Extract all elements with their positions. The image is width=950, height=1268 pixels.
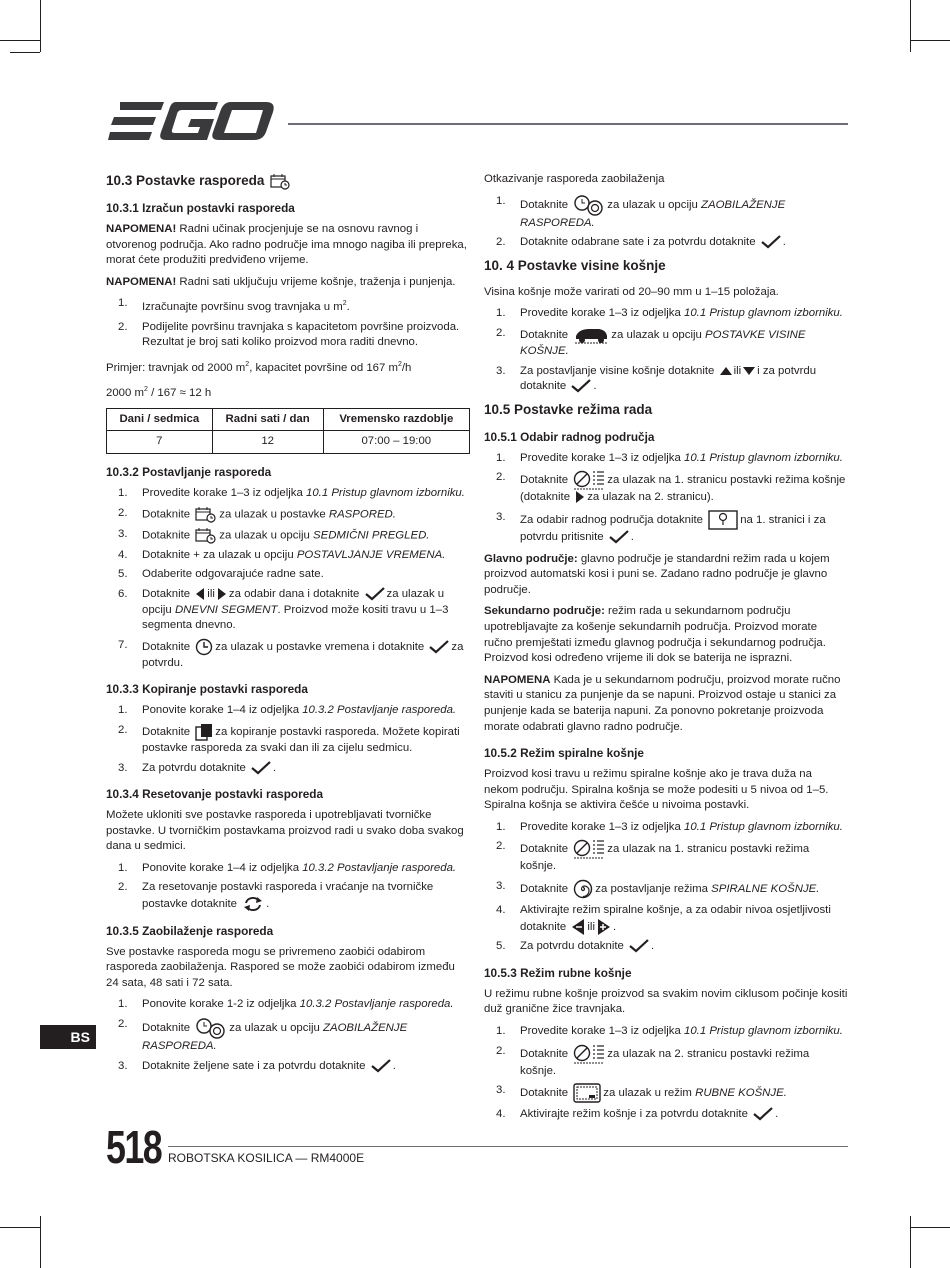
step-text: za postavljanje režima (595, 883, 712, 896)
step-text: za ulazak na 2. stranicu). (587, 491, 714, 504)
list-item (484, 451, 848, 467)
list-item: 5. Za potvrdu dotaknite . (484, 939, 848, 955)
list-item: 3. Za postavljanje visine košnje dotaknite ili i za potvrdu dotaknite . (496, 364, 817, 393)
copy-icon (195, 723, 213, 741)
check-icon (365, 587, 385, 601)
list-item (106, 527, 470, 544)
list-item (484, 326, 848, 360)
list-number: 1. (118, 486, 128, 499)
step-ref: RASPORED. (328, 508, 396, 521)
check-icon (753, 1107, 773, 1121)
steps-list (106, 861, 470, 913)
steps-list (106, 997, 470, 1074)
crop-mark (910, 1227, 950, 1228)
check-icon (629, 939, 649, 953)
crop-mark (910, 40, 950, 41)
cancel-override-title: Otkazivanje rasporeda zaobilaženja (484, 173, 665, 185)
list-number: 2. (118, 1018, 128, 1031)
paragraph: Visina košnje može varirati od 20–90 mm u 1–15 položaja. (484, 285, 779, 298)
section-10-5-2-title: 10.5.2 Režim spiralne košnje (484, 746, 644, 761)
schedule-table (106, 408, 470, 454)
list-item (106, 567, 470, 583)
section-10-5-1-title: 10.5.1 Odabir radnog područja (484, 429, 655, 444)
list-number: 3. (118, 1059, 128, 1072)
list-item: 1. Izračunajte površinu svog travnjaka u $m^2$. (118, 297, 350, 314)
arrow-right-icon (217, 588, 227, 600)
list-number: 1. (118, 704, 128, 717)
step-text: ili (733, 364, 742, 377)
calendar-clock-icon (195, 506, 217, 523)
list-item (106, 548, 470, 564)
step-ref: SPIRALNE KOŠNJE. (711, 883, 820, 896)
section-10-3-1-title: 10.3.1 Izračun postavki rasporeda (106, 201, 295, 215)
note-label: NAPOMENA! (106, 275, 177, 288)
list-number: 3. (496, 880, 506, 893)
calc-steps (106, 296, 470, 351)
list-item: 3. Za odabir radnog područja dotaknite na 1. stranici i za potvrdu pritisnite . (496, 510, 826, 543)
mode-settings-icon (573, 839, 605, 859)
term-text: režim rada u sekundarnom području upotrebljavajte za košenje sekundarnih područja. Proizvod morate ručno premještati između glavnog područja i sekundarnog područja. Proizvod kosi određeno vrijeme ili dok se baterija ne isprazni. (484, 605, 826, 665)
step-text: za kopiranje postavki rasporeda. Možete kopirati postavke rasporeda za svaki dan ili za cijelu sedmicu. (142, 725, 460, 754)
step-ref: POSTAVKE VISINE KOŠNJE. (520, 329, 806, 357)
check-icon (571, 379, 591, 393)
step-text: Izračunajte površinu svog travnjaka u m (142, 301, 343, 314)
step-text: za ulazak u opciju (611, 329, 706, 341)
step-text: ili (207, 587, 215, 600)
list-item (106, 1017, 470, 1055)
term-label: Glavno područje: (484, 552, 578, 565)
table-header: Radni sati / dan (212, 408, 323, 431)
step-text: Dotaknite (520, 1047, 569, 1060)
list-item (484, 879, 848, 899)
list-number: 1. (118, 998, 128, 1011)
list-number: 1. (118, 861, 128, 874)
example-text: 2000 m (106, 387, 144, 400)
section-10-4-title: 10. 4 Postavke visine košnje (484, 257, 666, 273)
calendar-clock-icon (195, 527, 217, 544)
steps-list (484, 1024, 848, 1123)
list-number: 3. (496, 1084, 506, 1097)
crop-mark (0, 40, 40, 41)
section-10-3-3-title: 10.3.3 Kopiranje postavki rasporeda (106, 682, 308, 697)
steps-list (484, 306, 848, 394)
example-text: Primjer: travnjak od 2000 m (106, 361, 246, 374)
step-text: Dotaknite (520, 1087, 569, 1100)
list-number: 5. (118, 568, 128, 581)
steps-list (106, 703, 470, 776)
step-ref: 10.3.2 Postavljanje rasporeda. (302, 861, 457, 874)
mode-settings-icon (573, 1044, 605, 1064)
list-number: 2. (118, 506, 128, 519)
list-number: 2. (118, 320, 128, 333)
step-text: Dotaknite (142, 1022, 191, 1035)
clock-icon (195, 638, 213, 656)
step-ref: 10.3.2 Postavljanje rasporeda. (299, 998, 454, 1011)
list-item (484, 306, 848, 322)
step-text: Za potvrdu dotaknite (520, 940, 624, 953)
step-text: Dotaknite (142, 725, 191, 738)
right-column (484, 172, 848, 1129)
left-column (106, 172, 470, 1080)
list-item (484, 194, 848, 232)
step-text: Za resetovanje postavki rasporeda i vraćanje na tvorničke postavke dotaknite (142, 881, 434, 911)
crop-mark (40, 1216, 41, 1268)
step-ref: POSTAVLJANJE VREMENA. (296, 548, 446, 561)
list-item (484, 1044, 848, 1080)
step-text: za potvrdu. (142, 640, 464, 669)
steps-list (484, 820, 848, 955)
step-text: ili (587, 920, 595, 933)
arrow-right-icon (575, 491, 585, 503)
arrow-up-icon (720, 366, 732, 376)
step-ref: 10.1 Pristup glavnom izborniku. (306, 486, 465, 499)
note-paragraph (106, 275, 470, 291)
list-item (106, 506, 470, 523)
table-cell: 12 (212, 431, 323, 454)
list-item: 3. Dotaknite željene sate i za potvrdu dotaknite . (106, 1059, 470, 1075)
arrow-down-icon (743, 366, 755, 376)
ego-logo (106, 100, 276, 144)
list-item: 4. Aktivirajte režim spiralne košnje, a za odabir nivoa osjetljivosti dotaknite ili . (496, 904, 831, 933)
paragraph: Sve postavke rasporeda mogu se privremeno zaobići odabirom rasporeda zaobilaženja. Raspored se može zaobići odabirom između 24 sata, 48 sati i 72 sata. (106, 945, 455, 989)
list-item (484, 470, 848, 506)
step-text: Dotaknite (520, 843, 569, 856)
step-text: Dotaknite (142, 587, 191, 600)
step-text: Za odabir radnog područja dotaknite (520, 513, 704, 526)
steps-list (484, 194, 848, 251)
list-number: 2. (496, 840, 506, 853)
step-text: za ulazak u postavke vremena i dotaknite (215, 640, 425, 653)
paragraph (484, 604, 848, 666)
term-text: glavno područje je standardni režim rada u kojem proizvod automatski kosi i puni se. Zadano radno područje je glavno područje. (484, 552, 830, 596)
list-number: 1. (496, 1025, 506, 1038)
step-text: Dotaknite + za ulazak u opciju (142, 548, 297, 561)
superscript: 2 (397, 360, 402, 368)
note-label: NAPOMENA (484, 673, 551, 686)
check-icon (371, 1059, 391, 1073)
steps-list (106, 486, 470, 671)
step-text: Podijelite površinu travnjaka s kapacitetom površine proizvoda. Rezultat je broj sati koliko proizvod mora raditi dnevno. (142, 320, 460, 349)
list-item (106, 638, 470, 672)
table-row (107, 431, 470, 454)
reset-icon (242, 896, 264, 912)
list-number: 4. (496, 904, 506, 917)
crop-mark (40, 0, 41, 52)
list-number: 3. (118, 761, 128, 774)
spiral-icon (573, 879, 593, 899)
term-label: Sekundarno područje: (484, 605, 605, 618)
list-number: 4. (118, 548, 128, 561)
step-text: Provedite korake 1–3 iz odjeljka (520, 1025, 684, 1038)
step-text: Dotaknite (520, 474, 569, 487)
step-text: Ponovite korake 1–4 iz odjeljka (142, 861, 303, 874)
paragraph: Možete ukloniti sve postavke rasporeda i upotrebljavati tvorničke postavke. U tvorničkim postavkama proizvod radi u svako doba svakog dana u sedmici. (106, 809, 464, 853)
crop-mark (910, 1216, 911, 1268)
step-text: Dotaknite (520, 198, 569, 211)
override-icon (573, 194, 605, 216)
list-item (484, 1024, 848, 1040)
list-item: 2. Za resetovanje postavki rasporeda i vraćanje na tvorničke postavke dotaknite . (118, 881, 434, 911)
step-ref: RUBNE KOŠNJE. (695, 1087, 787, 1100)
note-text: Kada je u sekundarnom području, proizvod morate ručno staviti u stanicu za punjenje da se napuni. Proizvod ostaje u stanici za punjenje kada se baterija napuni. Za ponovno pokretanje proizvoda morate odabrati glavno radno područje. (484, 673, 841, 733)
list-item (106, 320, 470, 351)
paragraph (484, 673, 848, 735)
list-number: 1. (496, 307, 506, 320)
paragraph: Proizvod kosi travu u režimu spiralne košnje ako je trava duža na nekom području. Spiralna košnja se može podesiti u 5 nivoa od 1–5. Spiralna košnja se aktivira češće u nivoima postavki. (484, 768, 829, 812)
table-header: Vremensko razdoblje (323, 408, 469, 431)
note-paragraph (106, 222, 470, 269)
list-number: 2. (496, 326, 506, 339)
list-number: 4. (496, 1108, 506, 1121)
list-number: 2. (496, 236, 506, 249)
arrow-left-icon (195, 588, 205, 600)
step-text: Dotaknite (142, 508, 191, 521)
step-ref: ZAOBILAŽENJE RASPOREDA. (142, 1022, 408, 1053)
table-cell: 07:00 – 19:00 (323, 431, 469, 454)
step-text: Dotaknite željene sate i za potvrdu dotaknite (142, 1059, 366, 1072)
step-text: Dotaknite (520, 329, 569, 341)
arrow-right-icon (597, 919, 611, 935)
arrow-left-icon (571, 919, 585, 935)
mode-settings-icon (573, 470, 605, 490)
section-10-3-4-title: 10.3.4 Resetovanje postavki rasporeda (106, 787, 324, 802)
step-text: Aktivirajte režim košnje i za potvrdu dotaknite (520, 1108, 748, 1121)
list-number: 7. (118, 638, 128, 651)
check-icon (251, 761, 271, 775)
list-number: 3. (496, 364, 506, 377)
list-number: 1. (496, 820, 506, 833)
paragraph (484, 552, 848, 599)
section-10-3-2-title: 10.3.2 Postavljanje rasporeda (106, 464, 272, 479)
step-text: za odabir dana i dotaknite (228, 587, 360, 600)
step-text: Provedite korake 1–3 iz odjeljka (520, 820, 684, 833)
step-text: Provedite korake 1–3 iz odjeljka (142, 486, 306, 499)
area-icon (708, 510, 738, 530)
list-item (484, 1083, 848, 1103)
list-number: 6. (118, 587, 128, 600)
step-text: i za potvrdu dotaknite (520, 364, 817, 393)
list-item (106, 703, 470, 719)
step-text: . Proizvod može kositi travu u 1–3 segmenta dnevno. (142, 603, 449, 632)
step-text: Za potvrdu dotaknite (142, 761, 246, 774)
list-item (106, 997, 470, 1013)
list-item (106, 861, 470, 877)
note-label: NAPOMENA! (106, 223, 177, 235)
footer-rule (168, 1146, 848, 1147)
list-item (106, 587, 470, 634)
step-text: za ulazak na 2. stranicu postavki režima košnje. (520, 1047, 810, 1077)
list-item (484, 820, 848, 836)
step-text: za ulazak u režim (603, 1087, 696, 1100)
calendar-clock-icon (270, 173, 290, 190)
step-text: za ulazak u opciju (219, 529, 314, 542)
list-number: 2. (118, 881, 128, 894)
list-number: 1. (496, 194, 506, 207)
step-text: za ulazak u opciju (607, 198, 702, 211)
list-number: 2. (496, 1044, 506, 1057)
step-ref: ZAOBILAŽENJE RASPOREDA. (520, 198, 786, 229)
list-item (106, 486, 470, 502)
step-ref: 10.1 Pristup glavnom izborniku. (684, 1025, 843, 1038)
mower-height-icon (573, 326, 609, 344)
crop-mark (10, 52, 40, 53)
crop-mark (910, 0, 911, 52)
list-number: 5. (496, 940, 506, 953)
step-text: Ponovite korake 1-2 iz odjeljka (142, 998, 300, 1011)
list-item: 2. Dotaknite odabrane sate i za potvrdu dotaknite . (484, 235, 848, 251)
step-text: Provedite korake 1–3 iz odjeljka (520, 451, 684, 464)
step-text: za ulazak u postavke (219, 508, 329, 521)
step-text: za ulazak na 1. stranicu postavki režima košnje (dotaknite (520, 474, 846, 504)
list-number: 2. (496, 471, 506, 484)
example-text: /h (401, 361, 412, 374)
superscript: 2 (245, 360, 250, 368)
check-icon (609, 530, 629, 544)
list-item (106, 723, 470, 757)
note-text: Radni sati uključuju vrijeme košnje, traženja i punjenja. (176, 275, 456, 288)
crop-mark (0, 1227, 40, 1228)
superscript: 2 (342, 300, 347, 308)
table-header: Dani / sedmica (107, 408, 213, 431)
step-text: Dotaknite (520, 883, 569, 896)
list-number: 3. (496, 510, 506, 523)
step-ref: 10.1 Pristup glavnom izborniku. (684, 820, 843, 833)
step-text: Dotaknite odabrane sate i za potvrdu dotaknite (520, 236, 756, 249)
list-item: 3. Za potvrdu dotaknite . (106, 761, 470, 777)
example-text: , kapacitet površine od 167 m (249, 361, 398, 374)
list-item (484, 839, 848, 875)
table-cell: 7 (107, 431, 213, 454)
header-rule (288, 123, 848, 125)
list-item: 4. Aktivirajte režim košnje i za potvrdu dotaknite . (484, 1107, 848, 1123)
list-number: 2. (118, 723, 128, 736)
section-10-3-title: 10.3 Postavke rasporeda (106, 172, 470, 190)
step-ref: 10.1 Pristup glavnom izborniku. (684, 307, 843, 320)
step-ref: DNEVNI SEGMENT (174, 603, 278, 616)
step-text: Dotaknite (142, 529, 191, 542)
section-10-5-3-title: 10.5.3 Režim rubne košnje (484, 965, 632, 980)
step-text: Ponovite korake 1–4 iz odjeljka (142, 704, 303, 717)
example-text: / 167 ≈ 12 h (147, 387, 212, 400)
step-text: Odaberite odgovarajuće radne sate. (142, 568, 324, 581)
section-10-3-5-title: 10.3.5 Zaobilaženje rasporeda (106, 923, 274, 938)
step-ref: 10.1 Pristup glavnom izborniku. (684, 451, 843, 464)
list-number: 3. (118, 527, 128, 540)
step-text: Aktivirajte režim spiralne košnje, a za odabir nivoa osjetljivosti dotaknite (520, 904, 831, 933)
check-icon (761, 235, 781, 249)
example-line (106, 357, 470, 376)
step-text: Za postavljanje visine košnje dotaknite (520, 364, 715, 377)
paragraph: U režimu rubne košnje proizvod sa svakim novim ciklusom počinje kositi duž granične žice travnjaka. (484, 987, 848, 1016)
step-ref: 10.3.2 Postavljanje rasporeda. (302, 704, 457, 717)
step-text: na 1. stranici i za potvrdu pritisnite (520, 513, 826, 543)
page-number: 518 (106, 1121, 162, 1173)
language-tab: BS (40, 1025, 96, 1049)
footer-text: ROBOTSKA KOSILICA — RM4000E (168, 1151, 365, 1165)
check-icon (429, 640, 449, 654)
steps-list (484, 451, 848, 546)
superscript: 2 (144, 386, 148, 394)
table-header-row (107, 408, 470, 431)
step-text: za ulazak na 1. stranicu postavki režima košnje. (520, 843, 810, 873)
section-10-5-title: 10.5 Postavke režima rada (484, 401, 653, 417)
edge-mode-icon (573, 1083, 601, 1103)
step-text: Provedite korake 1–3 iz odjeljka (520, 307, 684, 320)
step-text: za ulazak u opciju (229, 1022, 324, 1035)
step-ref: SEDMIČNI PREGLED. (313, 529, 430, 542)
override-icon (195, 1017, 227, 1039)
note-text: Radni učinak procjenjuje se na osnovu ravnog i otvorenog područja. Ako radno područje ima mnogo nagiba ili prepreka, morat ćete produžiti predviđeno vrijeme. (106, 223, 467, 267)
list-number: 1. (496, 451, 506, 464)
step-text: za ulazak u opciju (142, 587, 445, 616)
list-number: 1. (118, 297, 128, 310)
step-text: Dotaknite (142, 640, 191, 653)
example-line (106, 382, 470, 401)
